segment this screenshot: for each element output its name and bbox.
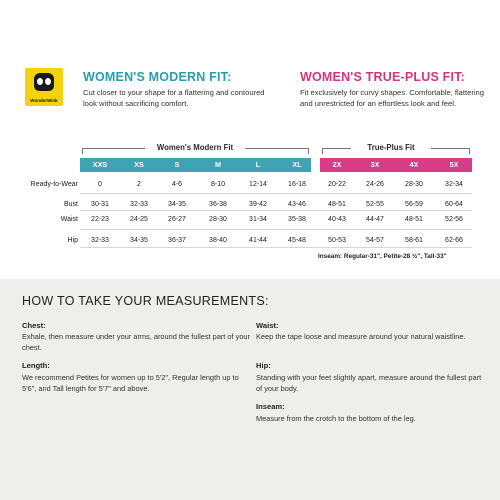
inseam-note: Inseam: Regular-31", Petite-28 ½", Tall-33" (318, 253, 447, 260)
row-label-ready-to-wear: Ready-to-Wear (30, 181, 78, 188)
measurements-title: HOW TO TAKE YOUR MEASUREMENTS: (22, 294, 269, 308)
row-divider (80, 210, 472, 211)
logo-face-icon (34, 73, 54, 91)
table-cell: 26-27 (168, 216, 186, 223)
size-header-2x: 2X (332, 160, 342, 169)
table-cell: 34-35 (130, 237, 148, 244)
table-cell: 62-66 (445, 237, 463, 244)
table-cell: 58-61 (405, 237, 423, 244)
table-cell: 52-55 (366, 201, 384, 208)
table-cell: 40-43 (328, 216, 346, 223)
row-label-hip: Hip (67, 237, 78, 244)
table-cell: 50-53 (328, 237, 346, 244)
plus-group-label: True-Plus Fit (351, 143, 431, 152)
waist-text: Keep the tape loose and measure around your natural waistline. (256, 332, 466, 341)
inseam-text: Measure from the crotch to the bottom of the leg. (256, 414, 416, 423)
table-cell: 48-51 (405, 216, 423, 223)
table-cell: 30-31 (91, 201, 109, 208)
chest-heading: Chest: (22, 321, 46, 330)
size-header-xxs: XXS (92, 160, 108, 169)
table-cell: 41-44 (249, 237, 267, 244)
table-cell: 2 (137, 181, 141, 188)
size-header-l: L (255, 160, 261, 169)
table-cell: 60-64 (445, 201, 463, 208)
table-cell: 24-25 (130, 216, 148, 223)
table-cell: 48-51 (328, 201, 346, 208)
hip-heading: Hip: (256, 361, 271, 370)
table-cell: 28-30 (209, 216, 227, 223)
true-plus-fit-description: Fit exclusively for curvy shapes. Comfortable, flattering and unrestricted for an effortless look and feel. (300, 88, 485, 108)
table-cell: 0 (98, 181, 102, 188)
logo-text: WonderWink (30, 98, 58, 103)
table-cell: 56-59 (405, 201, 423, 208)
table-cell: 44-47 (366, 216, 384, 223)
chest-text: Exhale, then measure under your arms, around the fullest part of your chest. (22, 332, 251, 352)
table-cell: 32-34 (445, 181, 463, 188)
table-cell: 35-38 (288, 216, 306, 223)
inseam-heading: Inseam: (256, 402, 285, 411)
size-header-xl: XL (292, 160, 302, 169)
table-cell: 22-23 (91, 216, 109, 223)
row-divider (80, 229, 472, 230)
table-cell: 36-37 (168, 237, 186, 244)
size-header-4x: 4X (409, 160, 419, 169)
table-cell: 4-6 (171, 181, 183, 188)
row-divider (80, 193, 472, 194)
length-text: We recommend Petites for women up to 5'2", Regular length up to 5'6", and Tall length for 5'7" and above. (22, 373, 239, 393)
modern-fit-description: Cut closer to your shape for a flattering and contoured look without sacrificing comfort. (83, 88, 265, 108)
table-cell: 20-22 (328, 181, 346, 188)
waist-heading: Waist: (256, 321, 279, 330)
table-cell: 39-42 (249, 201, 267, 208)
table-cell: 43-46 (288, 201, 306, 208)
size-header-s: S (174, 160, 180, 169)
row-label-bust: Bust (63, 201, 78, 208)
row-divider (80, 247, 472, 248)
table-cell: 45-48 (288, 237, 306, 244)
brand-logo (25, 68, 63, 106)
table-cell: 32-33 (130, 201, 148, 208)
size-header-m: M (215, 160, 221, 169)
table-cell: 24-26 (366, 181, 384, 188)
table-cell: 8-10 (210, 181, 225, 188)
size-header-xs: XS (134, 160, 144, 169)
table-cell: 32-33 (91, 237, 109, 244)
table-cell: 31-34 (249, 216, 267, 223)
table-cell: 16-18 (288, 181, 306, 188)
length-heading: Length: (22, 361, 50, 370)
modern-group-label: Women's Modern Fit (145, 143, 245, 152)
table-cell: 36-38 (209, 201, 227, 208)
true-plus-fit-title: WOMEN'S TRUE-PLUS FIT: (300, 70, 466, 84)
table-cell: 52-56 (445, 216, 463, 223)
table-cell: 12-14 (249, 181, 267, 188)
table-cell: 38-40 (209, 237, 227, 244)
table-cell: 54-57 (366, 237, 384, 244)
table-cell: 34-35 (168, 201, 186, 208)
size-header-3x: 3X (370, 160, 380, 169)
row-label-waist: Waist (60, 216, 78, 223)
size-header-5x: 5X (449, 160, 459, 169)
table-cell: 28-30 (405, 181, 423, 188)
modern-fit-title: WOMEN'S MODERN FIT: (83, 70, 232, 84)
hip-text: Standing with your feet slightly apart, measure around the fullest part of your body. (256, 373, 482, 393)
